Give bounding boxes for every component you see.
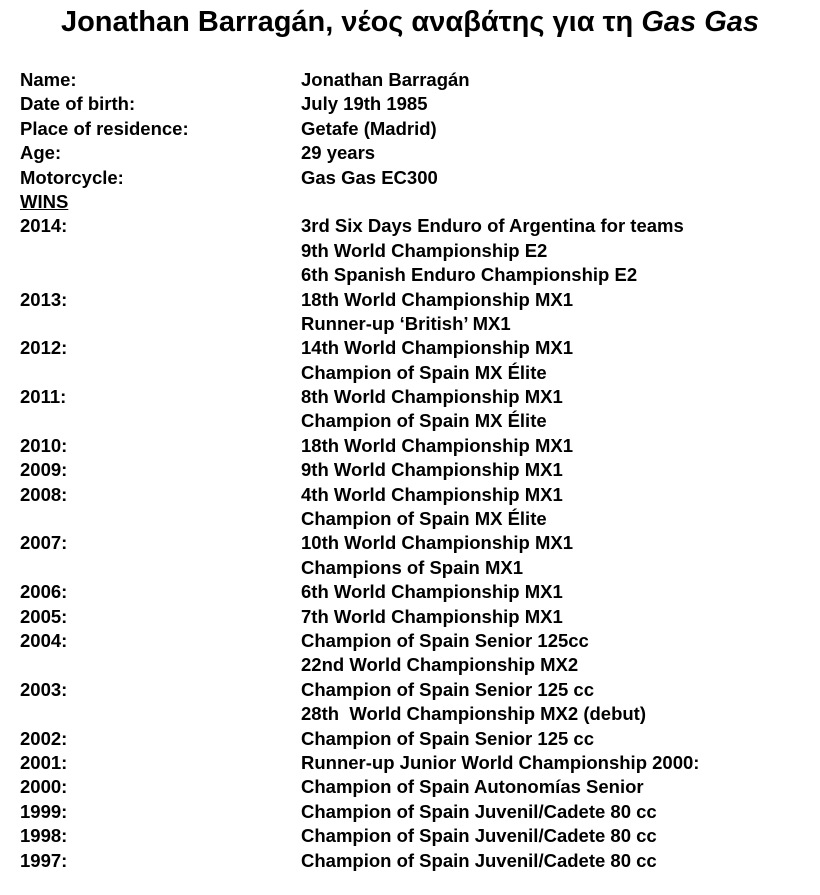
win-row [20, 653, 810, 677]
profile-value: Jonathan Barragán [301, 69, 470, 90]
win-year: 2012: [20, 337, 68, 359]
win-result: Champion of Spain Senior 125cc [301, 629, 589, 651]
win-result: Runner-up Junior World Championship 2000: [301, 751, 700, 773]
profile-row-date-of-birth [20, 92, 810, 116]
profile-row-motorcycle [20, 166, 810, 190]
win-result: 8th World Championship MX1 [301, 386, 563, 408]
win-result: Champion of Spain MX Élite [301, 361, 547, 383]
win-row [20, 824, 810, 848]
win-row [20, 702, 810, 726]
win-result: Champion of Spain Juvenil/Cadete 80 cc [301, 849, 657, 871]
win-row [20, 214, 810, 238]
win-row [20, 409, 810, 433]
win-result: 6th World Championship MX1 [301, 581, 563, 603]
win-year: 2009: [20, 459, 68, 481]
win-row [20, 751, 810, 775]
win-row [20, 849, 810, 873]
win-row [20, 605, 810, 629]
win-result: 22nd World Championship MX2 [301, 654, 579, 676]
profile-value: July 19th 1985 [301, 93, 428, 115]
win-row [20, 385, 810, 409]
profile-value: 29 years [301, 142, 376, 164]
win-year: 2004: [20, 629, 68, 651]
profile-row-name [20, 68, 810, 92]
win-result: Champion of Spain Juvenil/Cadete 80 cc [301, 825, 657, 847]
win-year: 2010: [20, 434, 68, 456]
win-result: 6th Spanish Enduro Championship E2 [301, 264, 638, 286]
wins-heading-row [20, 190, 810, 214]
win-year: 2007: [20, 532, 68, 554]
win-year: 1997: [20, 849, 68, 871]
profile-label: Date of birth: [20, 93, 136, 115]
page-title [0, 2, 820, 42]
win-year: 2013: [20, 288, 68, 310]
win-year: 2006: [20, 581, 68, 603]
win-row [20, 727, 810, 751]
win-row [20, 336, 810, 360]
win-row [20, 800, 810, 824]
profile-label: Motorcycle: [20, 166, 124, 188]
win-year: 2002: [20, 727, 68, 749]
win-row [20, 458, 810, 482]
win-result: 18th World Championship MX1 [301, 288, 574, 310]
win-result: 4th World Championship MX1 [301, 483, 563, 505]
win-result: 14th World Championship MX1 [301, 337, 574, 359]
win-row [20, 263, 810, 287]
win-result: 7th World Championship MX1 [301, 605, 563, 627]
win-result: Champion of Spain Senior 125 cc [301, 678, 594, 700]
rider-info-table [20, 68, 810, 873]
profile-value: Gas Gas EC300 [301, 166, 438, 188]
profile-label: Age: [20, 142, 62, 164]
win-result: Champion of Spain Juvenil/Cadete 80 cc [301, 800, 657, 822]
win-result: Champions of Spain MX1 [301, 556, 524, 578]
win-result: Runner-up ‘British’ MX1 [301, 312, 511, 334]
profile-label: Name: [20, 69, 77, 90]
win-result: Champion of Spain MX Élite [301, 410, 547, 432]
title-main: Jonathan Barragán, νέος αναβάτης για τη [60, 6, 642, 38]
win-year: 2000: [20, 776, 68, 798]
win-year: 1998: [20, 825, 68, 847]
win-result: 3rd Six Days Enduro of Argentina for teams [301, 215, 684, 237]
win-year: 1999: [20, 800, 68, 822]
win-result: 18th World Championship MX1 [301, 434, 574, 456]
win-row [20, 580, 810, 604]
title-brand: Gas Gas [641, 6, 760, 38]
win-year: 2003: [20, 678, 68, 700]
win-year: 2011: [20, 386, 67, 408]
win-row [20, 531, 810, 555]
profile-value: Getafe (Madrid) [301, 117, 437, 139]
win-result: 10th World Championship MX1 [301, 532, 574, 554]
win-row [20, 288, 810, 312]
win-row [20, 361, 810, 385]
win-row [20, 312, 810, 336]
win-row [20, 556, 810, 580]
win-result: Champion of Spain Autonomías Senior [301, 776, 644, 798]
win-result: Champion of Spain MX Élite [301, 508, 547, 530]
win-year: 2005: [20, 605, 68, 627]
win-row [20, 629, 810, 653]
wins-heading: WINS [20, 190, 69, 212]
win-year: 2008: [20, 483, 68, 505]
win-row [20, 239, 810, 263]
win-row [20, 678, 810, 702]
win-row [20, 507, 810, 531]
profile-row-residence [20, 117, 810, 141]
win-result: Champion of Spain Senior 125 cc [301, 727, 594, 749]
win-result: 9th World Championship MX1 [301, 459, 563, 481]
win-year: 2001: [20, 751, 68, 773]
win-row [20, 775, 810, 799]
win-row [20, 483, 810, 507]
win-result: 9th World Championship E2 [301, 239, 548, 261]
win-row [20, 434, 810, 458]
win-year: 2014: [20, 215, 68, 237]
win-result: 28th World Championship MX2 (debut) [301, 703, 646, 725]
profile-row-age [20, 141, 810, 165]
profile-label: Place of residence: [20, 117, 189, 139]
